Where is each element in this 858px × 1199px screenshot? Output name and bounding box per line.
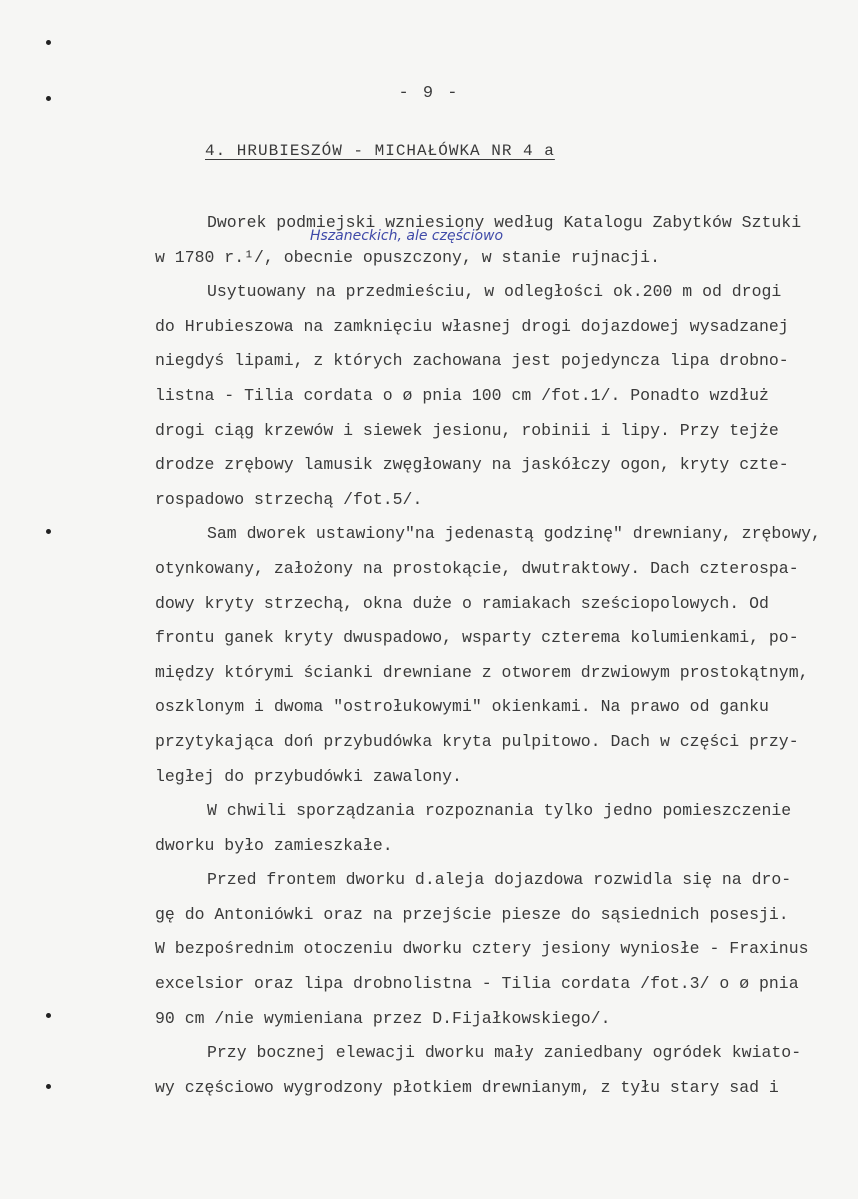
text-line: W bezpośrednim otoczeniu dworku cztery jesiony wyniosłe - Fraxinus bbox=[155, 939, 809, 959]
text-line: drogi ciąg krzewów i siewek jesionu, robinii i lipy. Przy tejże bbox=[155, 420, 779, 440]
punch-hole-mark bbox=[46, 40, 51, 45]
text-line: dworku było zamieszkałe. bbox=[155, 835, 393, 855]
punch-hole-mark bbox=[46, 1013, 51, 1018]
text-line: ległej do przybudówki zawalony. bbox=[155, 766, 462, 786]
text-line: rospadowo strzechą /fot.5/. bbox=[155, 489, 423, 509]
handwritten-note: Hszaneckich, ale częściowo bbox=[310, 228, 504, 244]
text-line: Sam dworek ustawiony"na jedenastą godzinę" drewniany, zrębowy, bbox=[207, 524, 821, 544]
text-line: oszklonym i dwoma "ostrołukowymi" okienkami. Na prawo od ganku bbox=[155, 697, 769, 717]
text-line: listna - Tilia cordata o ø pnia 100 cm /fot.1/. Ponadto wzdłuż bbox=[155, 385, 769, 405]
text-line: frontu ganek kryty dwuspadowo, wsparty czterema kolumienkami, po- bbox=[155, 628, 799, 648]
text-line: 90 cm /nie wymieniana przez D.Fijałkowskiego/. bbox=[155, 1008, 611, 1028]
section-heading: 4. HRUBIESZÓW - MICHAŁÓWKA NR 4 a bbox=[205, 142, 555, 160]
text-line: excelsior oraz lipa drobnolistna - Tilia cordata /fot.3/ o ø pnia bbox=[155, 974, 799, 994]
punch-hole-mark bbox=[46, 1084, 51, 1089]
text-line: w 1780 r.¹/, obecnie opuszczony, w stanie rujnacji. bbox=[155, 247, 660, 267]
text-line: drodze zrębowy lamusik zwęgłowany na jaskółczy ogon, kryty czte- bbox=[155, 455, 789, 475]
body-text bbox=[155, 206, 845, 1105]
text-line: Przed frontem dworku d.aleja dojazdowa rozwidla się na dro- bbox=[207, 870, 792, 890]
text-line: dowy kryty strzechą, okna duże o ramiakach sześciopolowych. Od bbox=[155, 593, 769, 613]
text-line: Przy bocznej elewacji dworku mały zaniedbany ogródek kwiato- bbox=[207, 1043, 802, 1063]
text-line: niegdyś lipami, z których zachowana jest pojedyncza lipa drobno- bbox=[155, 351, 789, 371]
text-line: między którymi ścianki drewniane z otworem drzwiowym prostokątnym, bbox=[155, 662, 809, 682]
punch-hole-mark bbox=[46, 529, 51, 534]
text-line: przytykająca doń przybudówka kryta pulpitowo. Dach w części przy- bbox=[155, 731, 799, 751]
page-number: - 9 - bbox=[398, 84, 460, 103]
text-line: do Hrubieszowa na zamknięciu własnej drogi dojazdowej wysadzanej bbox=[155, 316, 789, 336]
text-line: Dworek podmiejski wzniesiony według Katalogu Zabytków Sztuki bbox=[207, 213, 802, 232]
text-line: W chwili sporządzania rozpoznania tylko jedno pomieszczenie bbox=[207, 801, 792, 821]
text-line: wy częściowo wygrodzony płotkiem drewnianym, z tyłu stary sad i bbox=[155, 1077, 779, 1097]
text-line: otynkowany, założony na prostokącie, dwutraktowy. Dach czterospa- bbox=[155, 558, 799, 578]
text-line: Usytuowany na przedmieściu, w odległości ok.200 m od drogi bbox=[207, 282, 782, 302]
text-line: gę do Antoniówki oraz na przejście piesze do sąsiednich posesji. bbox=[155, 904, 789, 924]
